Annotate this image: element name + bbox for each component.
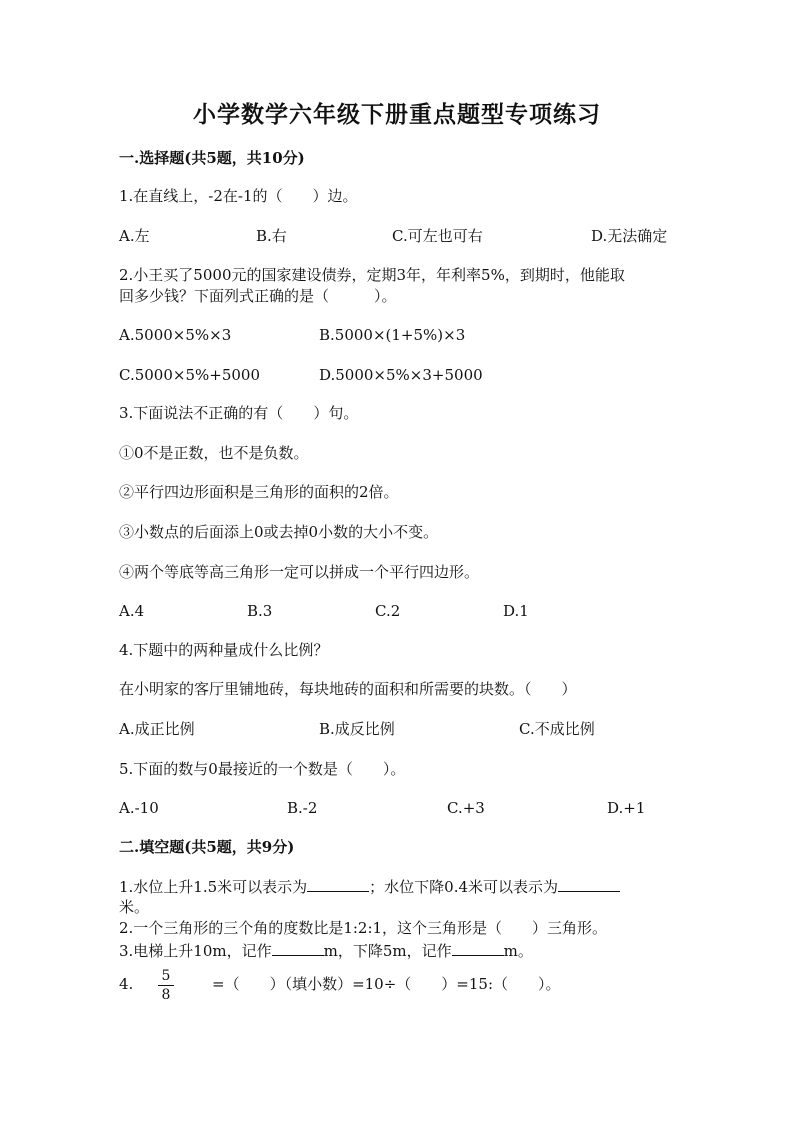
- q4-option-b: B.成反比例: [319, 720, 395, 738]
- q3-option-a: A.4: [119, 602, 145, 620]
- q2-option-c: C.5000×5%+5000: [119, 366, 260, 384]
- fill3-part2: m，下降5m，记作: [323, 942, 452, 960]
- fraction-denominator: 8: [161, 987, 171, 1003]
- fill3-blank-1[interactable]: [272, 941, 324, 956]
- question-1-stem: 1.在直线上，-2在-1的（ ）边。: [119, 187, 358, 205]
- q2-option-b: B.5000×(1+5%)×3: [319, 326, 466, 344]
- fill1-part2: ；水位下降0.4米可以表示为: [369, 878, 559, 896]
- page-title: 小学数学六年级下册重点题型专项练习: [193, 101, 601, 128]
- q3-option-d: D.1: [503, 602, 529, 620]
- q2-option-a: A.5000×5%×3: [119, 326, 232, 344]
- q5-option-c: C.+3: [447, 799, 485, 817]
- fill1-part3: 米。: [119, 898, 150, 916]
- fraction-numerator: 5: [161, 968, 171, 984]
- q2-option-d: D.5000×5%×3+5000: [319, 366, 483, 384]
- q5-option-a: A.-10: [119, 799, 159, 817]
- question-4-sub: 在小明家的客厅里铺地砖，每块地砖的面积和所需要的块数。（ ）: [119, 680, 577, 698]
- fill1-blank-2[interactable]: [558, 877, 620, 892]
- question-4-stem: 4.下题中的两种量成什么比例？: [119, 641, 329, 659]
- fill-question-3: [119, 941, 533, 961]
- q4-option-c: C.不成比例: [519, 720, 595, 738]
- q1-option-a: A.左: [119, 227, 150, 245]
- fill3-part3: m。: [503, 942, 533, 960]
- question-3-stem: 3.下面说法不正确的有（ ）句。: [119, 404, 359, 422]
- fill3-part1: 3.电梯上升10m，记作: [119, 942, 272, 960]
- q3-statement-4: ④两个等底等高三角形一定可以拼成一个平行四边形。: [119, 563, 480, 581]
- q3-statement-1: ①0不是正数，也不是负数。: [119, 444, 309, 462]
- q3-option-c: C.2: [375, 602, 401, 620]
- q4-option-a: A.成正比例: [119, 720, 195, 738]
- question-5-stem: 5.下面的数与0最接近的一个数是（ ）。: [119, 760, 406, 778]
- fraction-bar: [158, 985, 174, 986]
- fill1-part1: 1.水位上升1.5米可以表示为: [119, 878, 308, 896]
- q1-option-d: D.无法确定: [591, 227, 668, 245]
- question-2-stem-line2: 回多少钱？下面列式正确的是（ ）。: [119, 287, 397, 305]
- q5-option-b: B.-2: [287, 799, 318, 817]
- q3-statement-3: ③小数点的后面添上0或去掉0小数的大小不变。: [119, 523, 439, 541]
- fill3-blank-2[interactable]: [452, 941, 504, 956]
- fill4-rest: =（ ）（填小数）=10÷（ ）=15:（ ）。: [212, 975, 561, 993]
- fill1-blank-1[interactable]: [307, 877, 369, 892]
- section-heading-fill: 二.填空题(共5题，共9分): [119, 838, 295, 856]
- q1-option-b: B.右: [256, 227, 287, 245]
- q5-option-d: D.+1: [607, 799, 646, 817]
- question-2-stem-line1: 2.小王买了5000元的国家建设债券，定期3年，年利率5%，到期时，他能取: [119, 266, 625, 284]
- fill4-number: 4.: [119, 975, 134, 993]
- q1-option-c: C.可左也可右: [392, 227, 483, 245]
- fraction-five-eighths: [158, 968, 174, 1003]
- fill-question-2: 2.一个三角形的三个角的度数比是1:2:1，这个三角形是（ ）三角形。: [119, 919, 608, 937]
- fill-question-1: [119, 877, 620, 897]
- q3-statement-2: ②平行四边形面积是三角形的面积的2倍。: [119, 483, 399, 501]
- q3-option-b: B.3: [247, 602, 273, 620]
- section-heading-choice: 一.选择题(共5题，共10分): [119, 149, 305, 167]
